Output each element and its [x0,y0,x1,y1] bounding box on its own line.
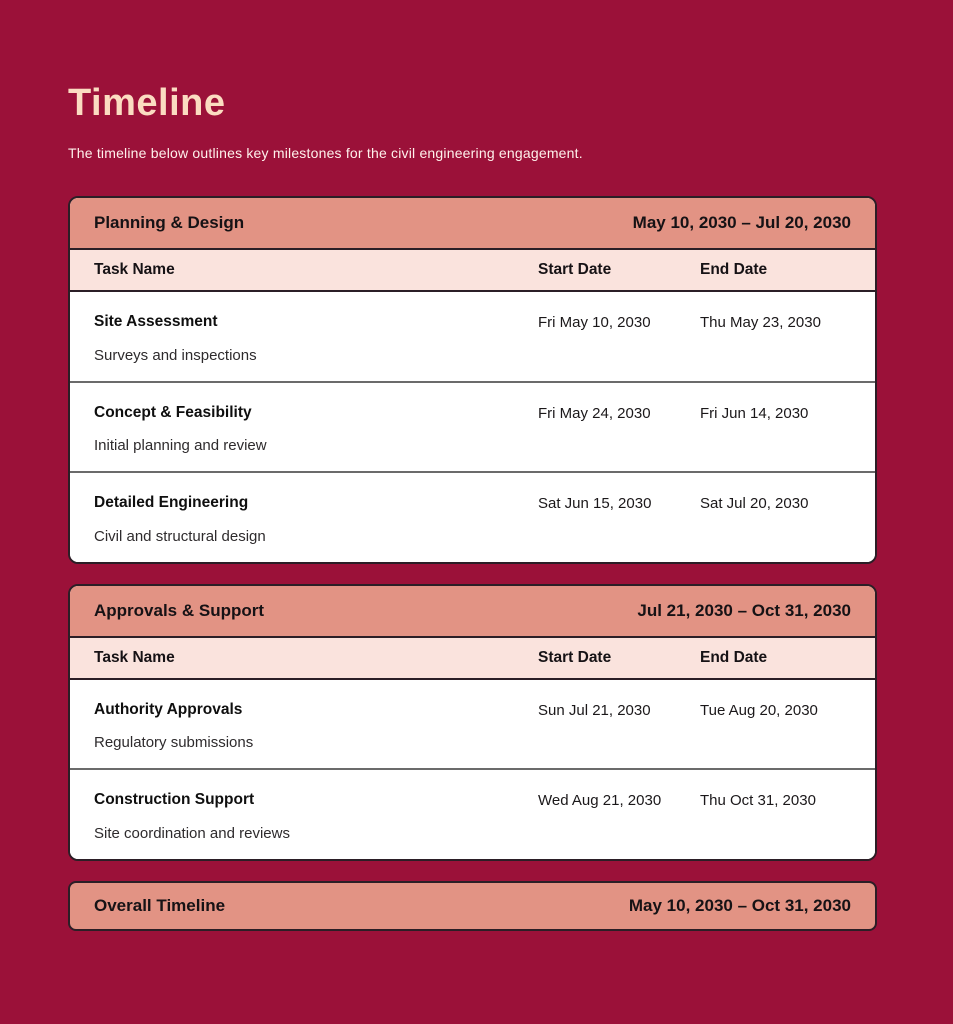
task-name: Concept & Feasibility [94,403,252,421]
table-row [70,381,875,472]
column-header-end-date: End Date [700,261,768,278]
start-date: Fri May 10, 2030 [538,314,651,331]
task-description: Surveys and inspections [94,346,257,364]
column-header-start-date: Start Date [538,648,612,666]
column-header-start-date: Start Date [538,261,612,278]
section-header [70,586,875,638]
section-date-range: Jul 21, 2030 – Oct 31, 2030 [637,600,851,620]
task-cell [94,791,538,842]
task-description: Civil and structural design [94,527,266,545]
table-row [70,292,875,381]
task-cell [94,404,538,455]
start-date: Sun Jul 21, 2030 [538,701,651,719]
page-title: Timeline [68,82,226,124]
table-row [70,680,875,769]
table-header-row [70,638,875,680]
section-header [70,198,875,250]
task-name: Authority Approvals [94,700,243,718]
section-name: Approvals & Support [94,600,265,620]
column-header-task-name: Task Name [94,648,175,666]
task-cell [94,494,538,545]
column-header-task-name: Task Name [94,261,175,278]
section-card-planning-design [68,196,877,564]
start-date: Sat Jun 15, 2030 [538,495,652,513]
overall-timeline-label: Overall Timeline [94,895,226,915]
start-date: Fri May 24, 2030 [538,404,651,422]
table-row [70,471,875,562]
overall-timeline-range: May 10, 2030 – Oct 31, 2030 [628,895,851,915]
end-date: Sat Jul 20, 2030 [700,495,809,513]
end-date: Thu May 23, 2030 [700,314,821,331]
column-header-end-date: End Date [700,648,768,666]
end-date: Thu Oct 31, 2030 [700,792,816,810]
timeline-page [68,0,877,931]
table-row [70,768,875,859]
section-card-approvals-support [68,584,877,861]
table-header-row [70,250,875,292]
end-date: Tue Aug 20, 2030 [700,701,818,719]
start-date: Wed Aug 21, 2030 [538,792,662,810]
page-subtitle: The timeline below outlines key milestones for the civil engineering engagement. [68,145,583,161]
task-name: Construction Support [94,791,255,809]
task-cell [94,313,538,364]
task-cell [94,701,538,752]
task-name: Detailed Engineering [94,494,249,512]
end-date: Fri Jun 14, 2030 [700,404,809,422]
task-description: Site coordination and reviews [94,824,290,842]
task-description: Initial planning and review [94,437,267,455]
section-name: Planning & Design [94,213,245,232]
section-date-range: May 10, 2030 – Jul 20, 2030 [632,213,851,232]
task-description: Regulatory submissions [94,734,254,752]
overall-timeline-bar [68,881,877,931]
task-name: Site Assessment [94,313,218,330]
